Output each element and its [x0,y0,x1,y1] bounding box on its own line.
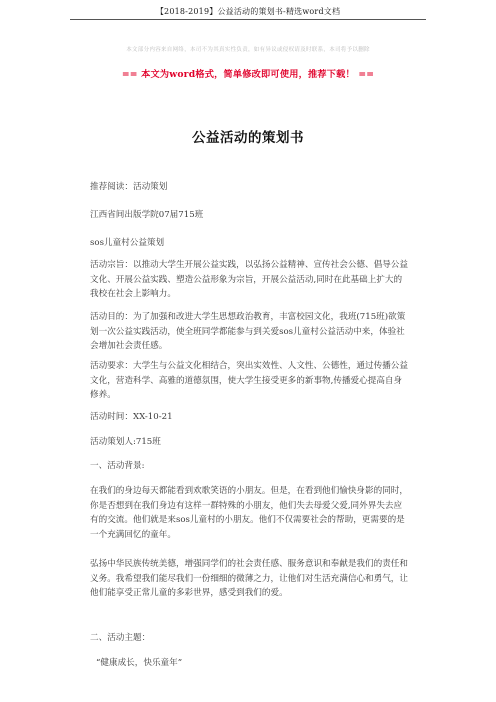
recommend-line: 推荐阅读：活动策划 [90,182,168,192]
planner-line: 活动策划人:715班 [90,437,161,447]
theme-line: “健康成长，快乐童年” [96,658,183,668]
header-divider [70,19,426,20]
goal-paragraph [90,310,408,354]
background-text-2: 弘扬中华民族传统美德，增强同学们的社会责任感、服务意识和奉献是我们的责任和义务。我希望我们能尽我们一份细细的微薄之力，让他们对生活充满信心和勇气，让他们能享受正常儿童的多彩世界，感受到我们的爱。 [90,559,408,599]
header-title: 【2018-2019】公益活动的策划书-精选word文档 [155,7,341,16]
goal-text: 活动目的：为了加强和改进大学生思想政治教育，丰富校园文化，我班(715班)欲策划一次公益实践活动，使全班同学都能参与到关爱sos儿童村公益活动中来，体验社会增加社会责任感。 [90,312,406,352]
background-paragraph-1 [90,484,408,542]
time-line: 活动时间：XX-10-21 [90,412,173,422]
plan-name-line: sos儿童村公益策划 [90,238,165,248]
requirement-text: 活动要求：大学生与公益文化相结合，突出实效性、人文性、公德性，通过传播公益文化，营造科学、高雅的道德氛围，使大学生接受更多的新事物,传播爱心提高自身修养。 [90,361,408,401]
section1-heading: 一、活动背景: [90,461,145,471]
purpose-paragraph [90,258,408,302]
requirement-paragraph [90,359,408,403]
org-line: 江西省间出版学院07届715班 [90,210,204,220]
download-notice: == 本文为word格式，简单修改即可使用，推荐下载！ == [121,69,375,80]
document-title: 公益活动的策划书 [192,130,304,146]
background-paragraph-2 [90,557,408,601]
disclaimer-text: 本文部分内容来自网络，本司不为其真实性负责，如有异议或侵权请及时联系，本司将予以删除 [126,47,370,53]
background-text-1: 在我们的身边每天都能看到欢歌笑语的小朋友。但是，在看到他们愉快身影的同时，你是否想到在我们身边有这样一群特殊的小朋友，他们失去母爱父爱,同外界失去应有的交流。他们就是来sos儿童村的小朋友。他们不仅需要社会的帮助，更需要的是一个充满回忆的童年。 [90,486,408,540]
section2-heading: 二、活动主题： [90,633,151,643]
purpose-text: 活动宗旨：以推动大学生开展公益实践，以弘扬公益精神、宣传社会公德、倡导公益文化、开展公益实践、塑造公益形象为宗旨，开展公益活动,同时在此基础上扩大的我校在社会上影响力。 [90,260,408,300]
